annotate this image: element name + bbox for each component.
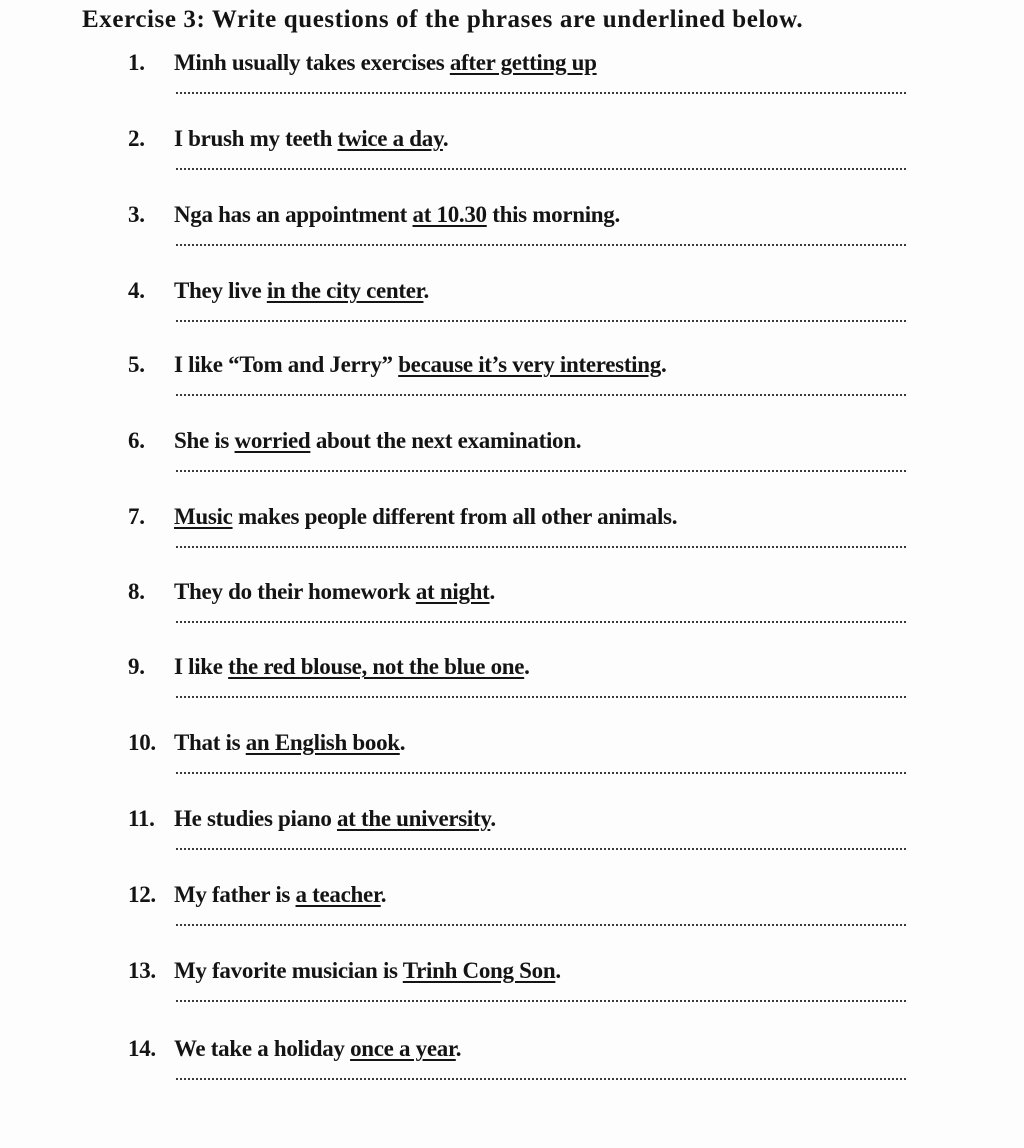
underlined-phrase: at night <box>415 579 490 604</box>
question-number: 14. <box>128 1036 156 1061</box>
question-number: 8. <box>128 579 145 604</box>
sentence-text: I like “Tom and Jerry” <box>174 352 399 377</box>
answer-line[interactable] <box>176 320 906 322</box>
underlined-phrase: at the university <box>336 806 491 831</box>
sentence-text: makes people different from all other animals. <box>232 504 678 529</box>
answer-line[interactable] <box>176 470 906 472</box>
question-number: 13. <box>128 958 156 983</box>
question-sentence <box>128 577 918 607</box>
question-sentence <box>128 48 918 78</box>
question-item <box>128 200 918 230</box>
question-number: 9. <box>128 654 145 679</box>
exercise-title: Exercise 3: Write questions of the phrases are underlined below. <box>82 6 804 33</box>
sentence-text: . <box>489 579 495 604</box>
question-item <box>128 124 918 154</box>
question-item <box>128 48 918 78</box>
sentence-text: They live <box>174 278 267 303</box>
question-sentence <box>128 804 918 834</box>
sentence-text: . <box>380 882 387 907</box>
sentence-text: They do their homework <box>174 579 416 604</box>
question-sentence <box>128 880 918 910</box>
sentence-text: . <box>442 126 449 151</box>
underlined-phrase: an English book <box>245 730 400 755</box>
sentence-text: He studies piano <box>174 806 337 831</box>
question-sentence <box>128 1034 918 1064</box>
sentence-text: I like <box>174 654 229 679</box>
question-item <box>128 880 918 910</box>
sentence-text: Nga has an appointment <box>174 202 413 227</box>
sentence-text: . <box>524 654 530 679</box>
question-item <box>128 728 918 758</box>
question-item <box>128 804 918 834</box>
answer-line[interactable] <box>176 696 906 698</box>
question-sentence <box>128 426 918 456</box>
sentence-text: She is <box>174 428 235 453</box>
question-number: 3. <box>128 202 145 227</box>
answer-line[interactable] <box>176 546 906 548</box>
underlined-phrase: after getting up <box>449 50 597 75</box>
question-number: 11. <box>128 806 155 831</box>
underlined-phrase: in the city center <box>266 278 424 303</box>
sentence-text: That is <box>174 730 246 755</box>
answer-line[interactable] <box>176 394 906 396</box>
sentence-text: I brush my teeth <box>174 126 338 151</box>
sentence-text: We take a holiday <box>174 1036 351 1061</box>
sentence-text: this morning. <box>486 202 620 227</box>
underlined-phrase: a teacher <box>295 882 381 907</box>
sentence-text: My favorite musician is <box>174 958 403 983</box>
question-sentence <box>128 956 918 986</box>
question-item <box>128 502 918 532</box>
question-sentence <box>128 276 918 306</box>
answer-line[interactable] <box>176 1078 906 1080</box>
sentence-text: . <box>455 1036 462 1061</box>
sentence-text: . <box>490 806 496 831</box>
sentence-text: Minh usually takes exercises <box>174 50 450 75</box>
answer-line[interactable] <box>176 168 906 170</box>
underlined-phrase: at 10.30 <box>412 202 487 227</box>
underlined-phrase: because it’s very interesting <box>398 352 661 377</box>
question-item <box>128 276 918 306</box>
question-item <box>128 1034 918 1064</box>
underlined-phrase: the red blouse, not the blue one <box>228 654 525 679</box>
question-item <box>128 350 918 380</box>
sentence-text: My father is <box>174 882 296 907</box>
question-sentence <box>128 350 918 380</box>
question-item <box>128 577 918 607</box>
question-number: 1. <box>128 50 145 75</box>
question-item <box>128 652 918 682</box>
question-sentence <box>128 728 918 758</box>
question-number: 7. <box>128 504 145 529</box>
answer-line[interactable] <box>176 1000 906 1002</box>
answer-line[interactable] <box>176 621 906 623</box>
answer-line[interactable] <box>176 924 906 926</box>
question-sentence <box>128 502 918 532</box>
question-item <box>128 426 918 456</box>
sentence-text: . <box>555 958 561 983</box>
question-number: 12. <box>128 882 156 907</box>
answer-line[interactable] <box>176 244 906 246</box>
sentence-text: about the next examination. <box>310 428 582 453</box>
question-sentence <box>128 124 918 154</box>
question-number: 4. <box>128 278 145 303</box>
question-number: 6. <box>128 428 145 453</box>
question-sentence <box>128 652 918 682</box>
sentence-text: . <box>399 730 406 755</box>
sentence-text: . <box>423 278 429 303</box>
sentence-text: . <box>660 352 667 377</box>
underlined-phrase: once a year <box>350 1036 456 1061</box>
question-number: 10. <box>128 730 156 755</box>
underlined-phrase: twice a day <box>337 126 443 151</box>
question-sentence <box>128 200 918 230</box>
answer-line[interactable] <box>176 772 906 774</box>
answer-line[interactable] <box>176 848 906 850</box>
question-item <box>128 956 918 986</box>
underlined-phrase: Music <box>174 504 233 529</box>
question-number: 5. <box>128 352 145 377</box>
underlined-phrase: worried <box>234 428 311 453</box>
question-number: 2. <box>128 126 145 151</box>
answer-line[interactable] <box>176 92 906 94</box>
underlined-phrase: Trinh Cong Son <box>402 958 556 983</box>
